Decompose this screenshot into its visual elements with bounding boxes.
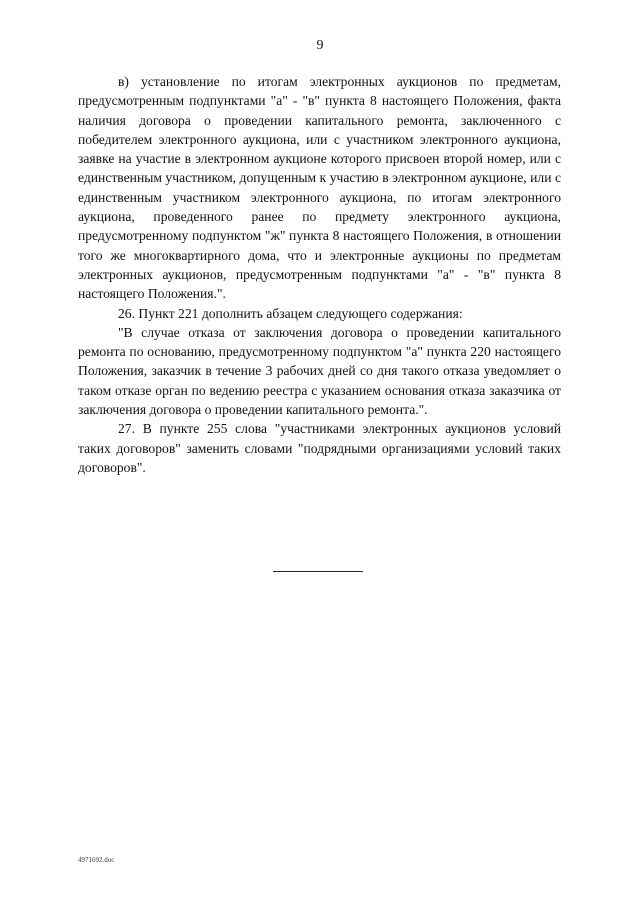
- paragraph-item-26: 26. Пункт 221 дополнить абзацем следующего содержания:: [118, 305, 463, 321]
- paragraph-subitem-v: в) установление по итогам электронных аукционов по предметам, предусмотренным подпунктами "а" - "в" пункта 8 настоящего Положения, факта наличия договора о проведении капитального ремонта, заключенного с победителем электронного аукциона, или с участником электронного аукциона, заявке на участие в электронном аукционе которого присвоен второй номер, или с единственным участником, допущенным к участию в электронном аукционе, или с единственным участником электронного аукциона, по итогам электронного аукциона, проведенного ранее по предмету электронного аукциона, предусмотренному подпунктом "ж" пункта 8 настоящего Положения, в отношении того же многоквартирного дома, что и электронные аукционы по предметам электронных аукционов, предусмотренным подпунктами "а" - "в" пункта 8 настоящего Положения.".: [78, 74, 561, 302]
- footer-file-name: 4971692.doc: [78, 856, 115, 864]
- document-body: [78, 72, 561, 477]
- page-number: 9: [316, 38, 324, 53]
- paragraph-item-27: 27. В пункте 255 слова "участниками электронных аукционов условий таких договоров" заменить словами "подрядными организациями условий таких договоров".: [78, 421, 561, 475]
- end-separator-line: [273, 571, 363, 572]
- paragraph-item-26-quote: "В случае отказа от заключения договора о проведении капитального ремонта по основанию, предусмотренному подпунктом "а" пункта 220 настоящего Положения, заказчик в течение 3 рабочих дней со дня такого отказа уведомляет о таком отказе орган по ведению реестра с указанием основания отказа заказчика от заключения договора о проведении капитального ремонта.".: [78, 324, 561, 418]
